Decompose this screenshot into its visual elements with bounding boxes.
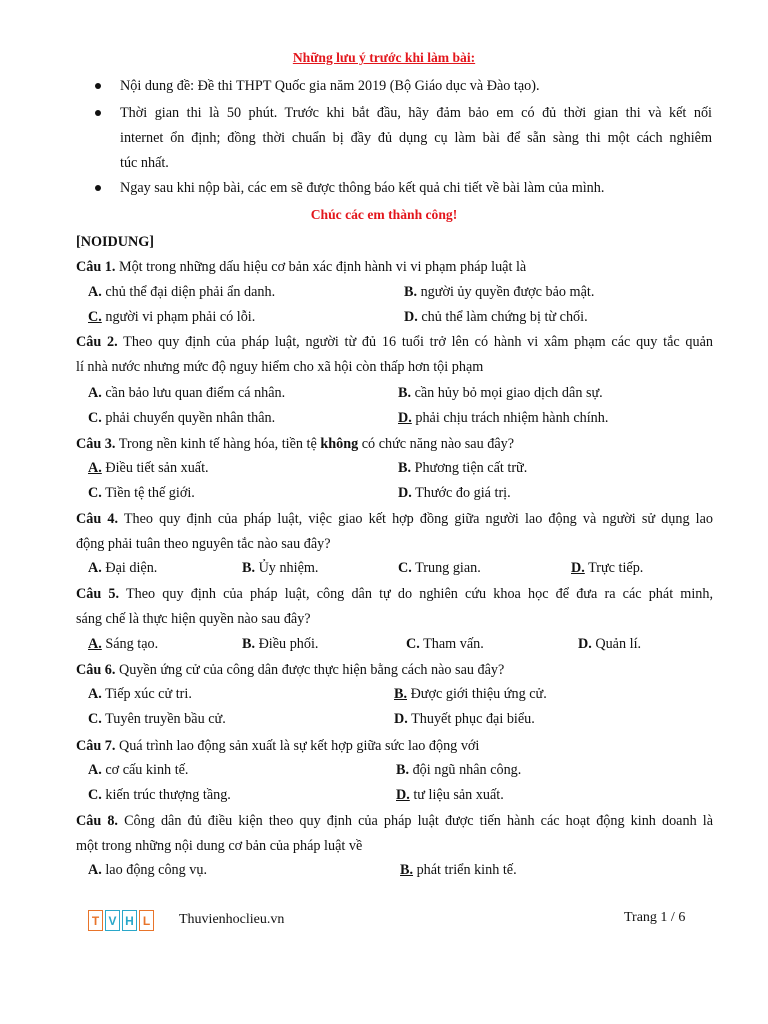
notes-title: Những lưu ý trước khi làm bài:	[292, 50, 476, 65]
option-text: Sáng tạo.	[105, 636, 159, 652]
bullet-dot	[95, 110, 103, 118]
option-letter: C.	[88, 787, 102, 803]
option-text: Tiếp xúc cử tri.	[105, 686, 192, 702]
option-letter: A.	[88, 762, 102, 778]
question-text: Một trong những dấu hiệu cơ bản xác định hành vi vi phạm pháp luật là	[118, 259, 527, 275]
option-letter: A.	[88, 284, 102, 300]
option-letter: A.	[88, 636, 102, 652]
footer-site[interactable]: Thuvienhoclieu.vn	[179, 912, 285, 927]
note-line: Nội dung đề: Đề thi THPT Quốc gia năm 2019 (Bộ Giáo dục và Đào tạo).	[120, 78, 540, 94]
option-letter: D.	[394, 711, 408, 727]
question-text: có chức năng nào sau đây?	[358, 436, 515, 452]
question-text: Quyền ứng cử của công dân được thực hiện bằng cách nào sau đây?	[118, 662, 505, 678]
answer-option-correct[interactable]	[88, 309, 255, 326]
option-text: Phương tiện cất trữ.	[414, 460, 528, 476]
note-bullet-2	[120, 101, 712, 176]
option-text: Thuyết phục đại biểu.	[411, 711, 535, 727]
question-number: Câu 1.	[76, 259, 116, 275]
answer-option[interactable]	[88, 284, 275, 301]
logo-letter: V	[105, 910, 120, 931]
option-text: Tham vấn.	[423, 636, 484, 652]
option-text: cần bảo lưu quan điểm cá nhân.	[105, 385, 286, 401]
option-text: người ủy quyền được bảo mật.	[420, 284, 595, 300]
answer-option[interactable]	[398, 460, 527, 477]
option-letter: B.	[242, 636, 256, 652]
option-text: chủ thể làm chứng bị từ chối.	[421, 309, 588, 325]
question-text: sáng chế là thực hiện quyền nào sau đây?	[76, 611, 311, 627]
question-4	[76, 507, 713, 557]
logo-letter: L	[139, 910, 154, 931]
option-text: phát triển kinh tế.	[416, 862, 517, 878]
option-text: phải chịu trách nhiệm hành chính.	[415, 410, 609, 426]
question-8	[76, 809, 713, 859]
tvhl-logo	[88, 910, 154, 931]
option-letter: B.	[394, 686, 408, 702]
option-letter: C.	[398, 560, 412, 576]
answer-option[interactable]	[88, 560, 157, 577]
option-text: phải chuyển quyền nhân thân.	[105, 410, 276, 426]
answer-option[interactable]	[404, 284, 594, 301]
question-2	[76, 330, 713, 380]
answer-option-correct[interactable]	[88, 460, 209, 477]
answer-option[interactable]	[88, 385, 285, 402]
question-text: Theo quy định của pháp luật, người từ đủ 16 tuổi trở lên có hành vi xâm phạm các quy tắc quản	[123, 334, 714, 350]
question-number: Câu 8.	[76, 813, 118, 829]
answer-option[interactable]	[398, 560, 481, 577]
answer-option[interactable]	[88, 686, 192, 703]
question-number: Câu 6.	[76, 662, 116, 678]
answer-option[interactable]	[88, 787, 231, 804]
answer-option[interactable]	[394, 711, 535, 728]
answer-option[interactable]	[88, 410, 275, 427]
answer-option[interactable]	[406, 636, 484, 653]
good-luck-message: Chúc các em thành công!	[310, 207, 458, 222]
question-3	[76, 432, 713, 457]
answer-option[interactable]	[88, 485, 195, 502]
option-letter: B.	[404, 284, 418, 300]
question-1	[76, 255, 713, 280]
option-letter: C.	[88, 410, 102, 426]
question-5	[76, 582, 713, 632]
option-letter: C.	[88, 485, 102, 501]
option-letter: C.	[406, 636, 420, 652]
option-text: cần hủy bỏ mọi giao dịch dân sự.	[414, 385, 603, 401]
option-letter: D.	[578, 636, 592, 652]
option-letter: A.	[88, 385, 102, 401]
logo-letter: T	[88, 910, 103, 931]
question-text: lí nhà nước nhưng mức độ nguy hiểm cho xã hội còn thấp hơn tội phạm	[76, 359, 484, 375]
answer-option-correct[interactable]	[571, 560, 643, 577]
option-text: Tuyên truyền bầu cử.	[105, 711, 226, 727]
question-text: Công dân đủ điều kiện theo quy định của pháp luật được tiến hành các hoạt động kinh doanh là	[124, 813, 714, 829]
answer-option[interactable]	[242, 636, 318, 653]
bullet-dot	[95, 185, 103, 193]
option-text: chủ thể đại diện phải ẩn danh.	[105, 284, 276, 300]
option-text: Ủy nhiệm.	[258, 560, 319, 576]
option-letter: C.	[88, 309, 102, 325]
note-bullet-1	[120, 74, 712, 99]
option-text: tư liệu sản xuất.	[413, 787, 504, 803]
answer-option[interactable]	[88, 762, 188, 779]
option-text: lao động công vụ.	[105, 862, 208, 878]
answer-option-correct[interactable]	[396, 787, 504, 804]
question-number: Câu 7.	[76, 738, 116, 754]
logo-letter: H	[122, 910, 137, 931]
answer-option[interactable]	[398, 485, 511, 502]
option-text: Tiền tệ thế giới.	[105, 485, 195, 501]
option-text: Điều tiết sản xuất.	[105, 460, 209, 476]
note-line: internet ổn định; đồng thời chuẩn bị đầy đủ dụng cụ làm bài để sẵn sàng thi một cách nghiêm	[120, 130, 712, 146]
question-number: Câu 5.	[76, 586, 120, 602]
answer-option[interactable]	[578, 636, 641, 653]
option-text: người vi phạm phải có lỗi.	[105, 309, 256, 325]
option-letter: B.	[398, 460, 412, 476]
option-text: Điều phối.	[258, 636, 319, 652]
option-letter: D.	[396, 787, 410, 803]
option-text: đội ngũ nhân công.	[412, 762, 522, 778]
question-number: Câu 4.	[76, 511, 118, 527]
note-line: Thời gian thi là 50 phút. Trước khi bắt đầu, hãy đảm bảo em có đủ thời gian thi và kết nối	[120, 105, 712, 121]
option-text: Thước đo giá trị.	[415, 485, 511, 501]
question-text: Quá trình lao động sản xuất là sự kết hợp giữa sức lao động với	[118, 738, 480, 754]
option-letter: A.	[88, 686, 102, 702]
option-letter: A.	[88, 460, 102, 476]
option-text: Đại diện.	[105, 560, 158, 576]
answer-option[interactable]	[88, 862, 207, 879]
question-text: một trong những nội dung cơ bản của pháp luật về	[76, 838, 363, 854]
answer-option-correct[interactable]	[88, 636, 158, 653]
option-text: Được giới thiệu ứng cử.	[410, 686, 547, 702]
answer-option[interactable]	[88, 711, 226, 728]
option-letter: C.	[88, 711, 102, 727]
option-letter: B.	[400, 862, 414, 878]
option-text: cơ cấu kinh tế.	[105, 762, 189, 778]
note-bullet-3	[120, 176, 712, 201]
option-letter: B.	[398, 385, 412, 401]
question-number: Câu 3.	[76, 436, 116, 452]
option-text: kiến trúc thượng tầng.	[105, 787, 231, 803]
option-text: Quản lí.	[595, 636, 642, 652]
answer-option-correct[interactable]	[394, 686, 547, 703]
note-line: túc nhất.	[120, 155, 169, 171]
question-text: động phải tuân theo nguyên tắc nào sau đây?	[76, 536, 331, 552]
option-letter: B.	[396, 762, 410, 778]
question-7	[76, 734, 713, 759]
answer-option[interactable]	[404, 309, 588, 326]
option-letter: D.	[398, 410, 412, 426]
question-number: Câu 2.	[76, 334, 118, 350]
question-text: Theo quy định của pháp luật, việc giao kết hợp đồng giữa người lao động và người sử dụng lao	[123, 511, 714, 527]
question-6	[76, 658, 713, 683]
option-letter: D.	[398, 485, 412, 501]
answer-option-correct[interactable]	[400, 862, 517, 879]
answer-option[interactable]	[396, 762, 521, 779]
note-line: Ngay sau khi nộp bài, các em sẽ được thông báo kết quả chi tiết về bài làm của mình.	[120, 180, 605, 196]
option-letter: B.	[242, 560, 256, 576]
answer-option[interactable]	[398, 385, 603, 402]
option-text: Trung gian.	[415, 560, 481, 576]
answer-option[interactable]	[242, 560, 318, 577]
option-text: Trực tiếp.	[588, 560, 644, 576]
question-text: Theo quy định của pháp luật, công dân tự do nghiên cứu khoa học để đưa ra các phát minh,	[125, 586, 714, 602]
option-letter: A.	[88, 560, 102, 576]
question-text: Trong nền kinh tế hàng hóa, tiền tệ	[118, 436, 321, 452]
answer-option-correct[interactable]	[398, 410, 608, 427]
page-number: Trang 1 / 6	[624, 910, 686, 925]
bullet-dot	[95, 83, 103, 91]
question-emphasis: không	[320, 436, 359, 452]
option-letter: D.	[404, 309, 418, 325]
option-letter: D.	[571, 560, 585, 576]
option-letter: A.	[88, 862, 102, 878]
content-tag: [NOIDUNG]	[76, 234, 155, 250]
